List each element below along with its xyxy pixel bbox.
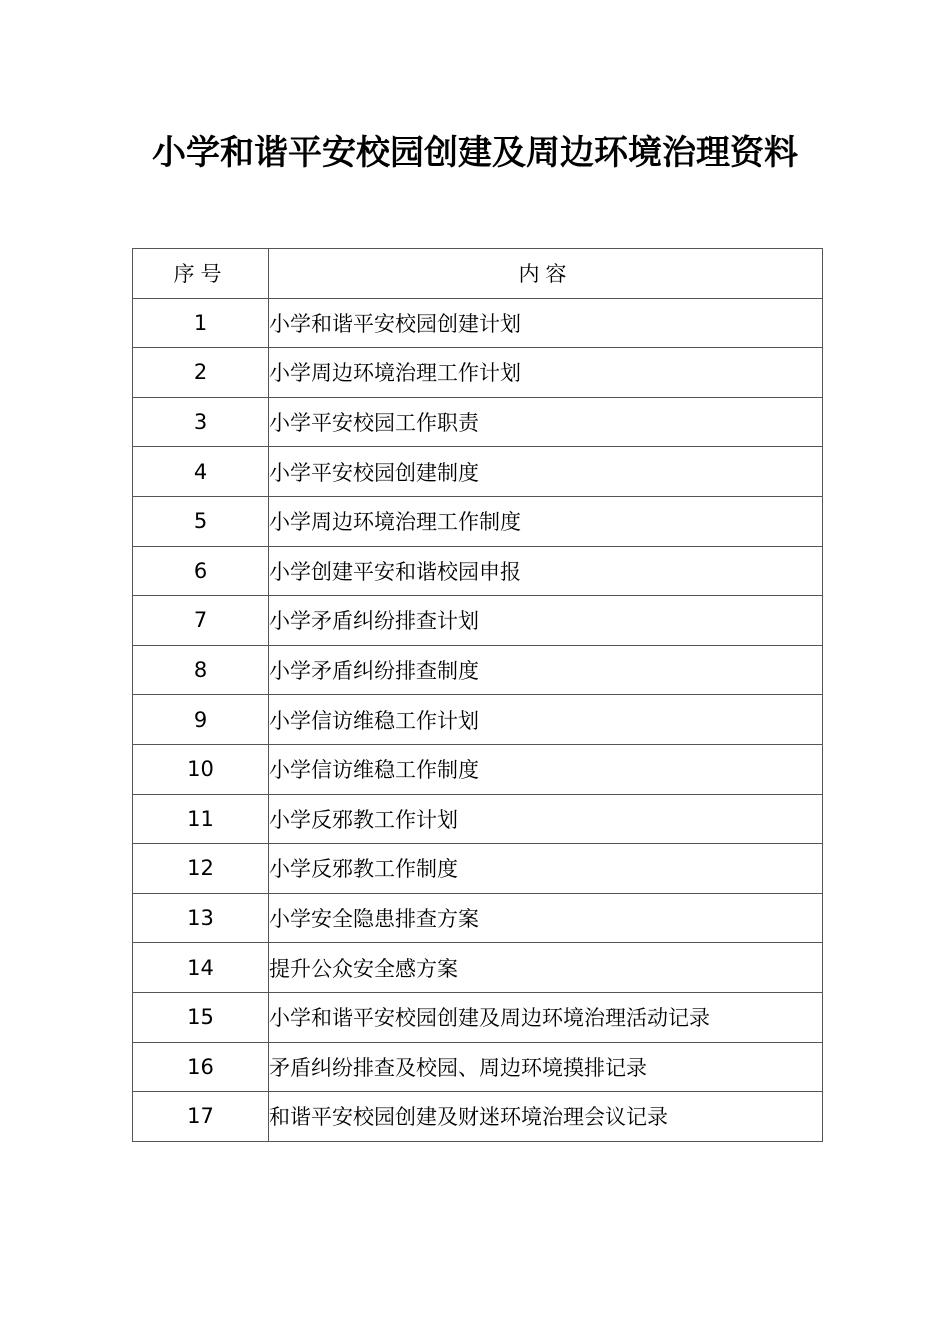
table-row (133, 893, 823, 943)
table-row (133, 695, 823, 745)
table-row (133, 447, 823, 497)
row-index: 11 (133, 794, 269, 844)
table-header-row (133, 249, 823, 299)
table-row (133, 645, 823, 695)
row-index: 9 (133, 695, 269, 745)
table-row (133, 1092, 823, 1142)
row-content: 提升公众安全感方案 (269, 943, 823, 993)
table-row (133, 844, 823, 894)
row-content: 小学和谐平安校园创建计划 (269, 298, 823, 348)
row-content: 小学安全隐患排查方案 (269, 893, 823, 943)
table-row (133, 596, 823, 646)
header-content: 内容 (269, 249, 823, 299)
row-index: 7 (133, 596, 269, 646)
row-content: 小学反邪教工作制度 (269, 844, 823, 894)
row-index: 2 (133, 348, 269, 398)
row-index: 17 (133, 1092, 269, 1142)
row-content: 小学反邪教工作计划 (269, 794, 823, 844)
row-content: 和谐平安校园创建及财迷环境治理会议记录 (269, 1092, 823, 1142)
row-index: 6 (133, 546, 269, 596)
row-index: 14 (133, 943, 269, 993)
row-index: 12 (133, 844, 269, 894)
table-row (133, 1042, 823, 1092)
row-index: 10 (133, 744, 269, 794)
table-row (133, 348, 823, 398)
row-index: 8 (133, 645, 269, 695)
row-index: 5 (133, 496, 269, 546)
row-content: 小学周边环境治理工作计划 (269, 348, 823, 398)
row-content: 小学矛盾纠纷排查制度 (269, 645, 823, 695)
row-index: 4 (133, 447, 269, 497)
table-row (133, 992, 823, 1042)
table-row (133, 496, 823, 546)
table-row (133, 794, 823, 844)
row-content: 小学矛盾纠纷排查计划 (269, 596, 823, 646)
table-body (133, 298, 823, 1141)
row-content: 小学周边环境治理工作制度 (269, 496, 823, 546)
row-index: 13 (133, 893, 269, 943)
row-content: 小学创建平安和谐校园申报 (269, 546, 823, 596)
row-content: 小学信访维稳工作计划 (269, 695, 823, 745)
contents-table (132, 248, 823, 1142)
row-index: 15 (133, 992, 269, 1042)
row-content: 小学信访维稳工作制度 (269, 744, 823, 794)
table-row (133, 546, 823, 596)
header-index: 序号 (133, 249, 269, 299)
row-content: 小学和谐平安校园创建及周边环境治理活动记录 (269, 992, 823, 1042)
row-index: 1 (133, 298, 269, 348)
row-content: 矛盾纠纷排查及校园、周边环境摸排记录 (269, 1042, 823, 1092)
row-index: 16 (133, 1042, 269, 1092)
row-index: 3 (133, 397, 269, 447)
table-row (133, 744, 823, 794)
page-title: 小学和谐平安校园创建及周边环境治理资料 (152, 133, 798, 173)
row-content: 小学平安校园创建制度 (269, 447, 823, 497)
table-row (133, 298, 823, 348)
table-row (133, 943, 823, 993)
table-row (133, 397, 823, 447)
row-content: 小学平安校园工作职责 (269, 397, 823, 447)
